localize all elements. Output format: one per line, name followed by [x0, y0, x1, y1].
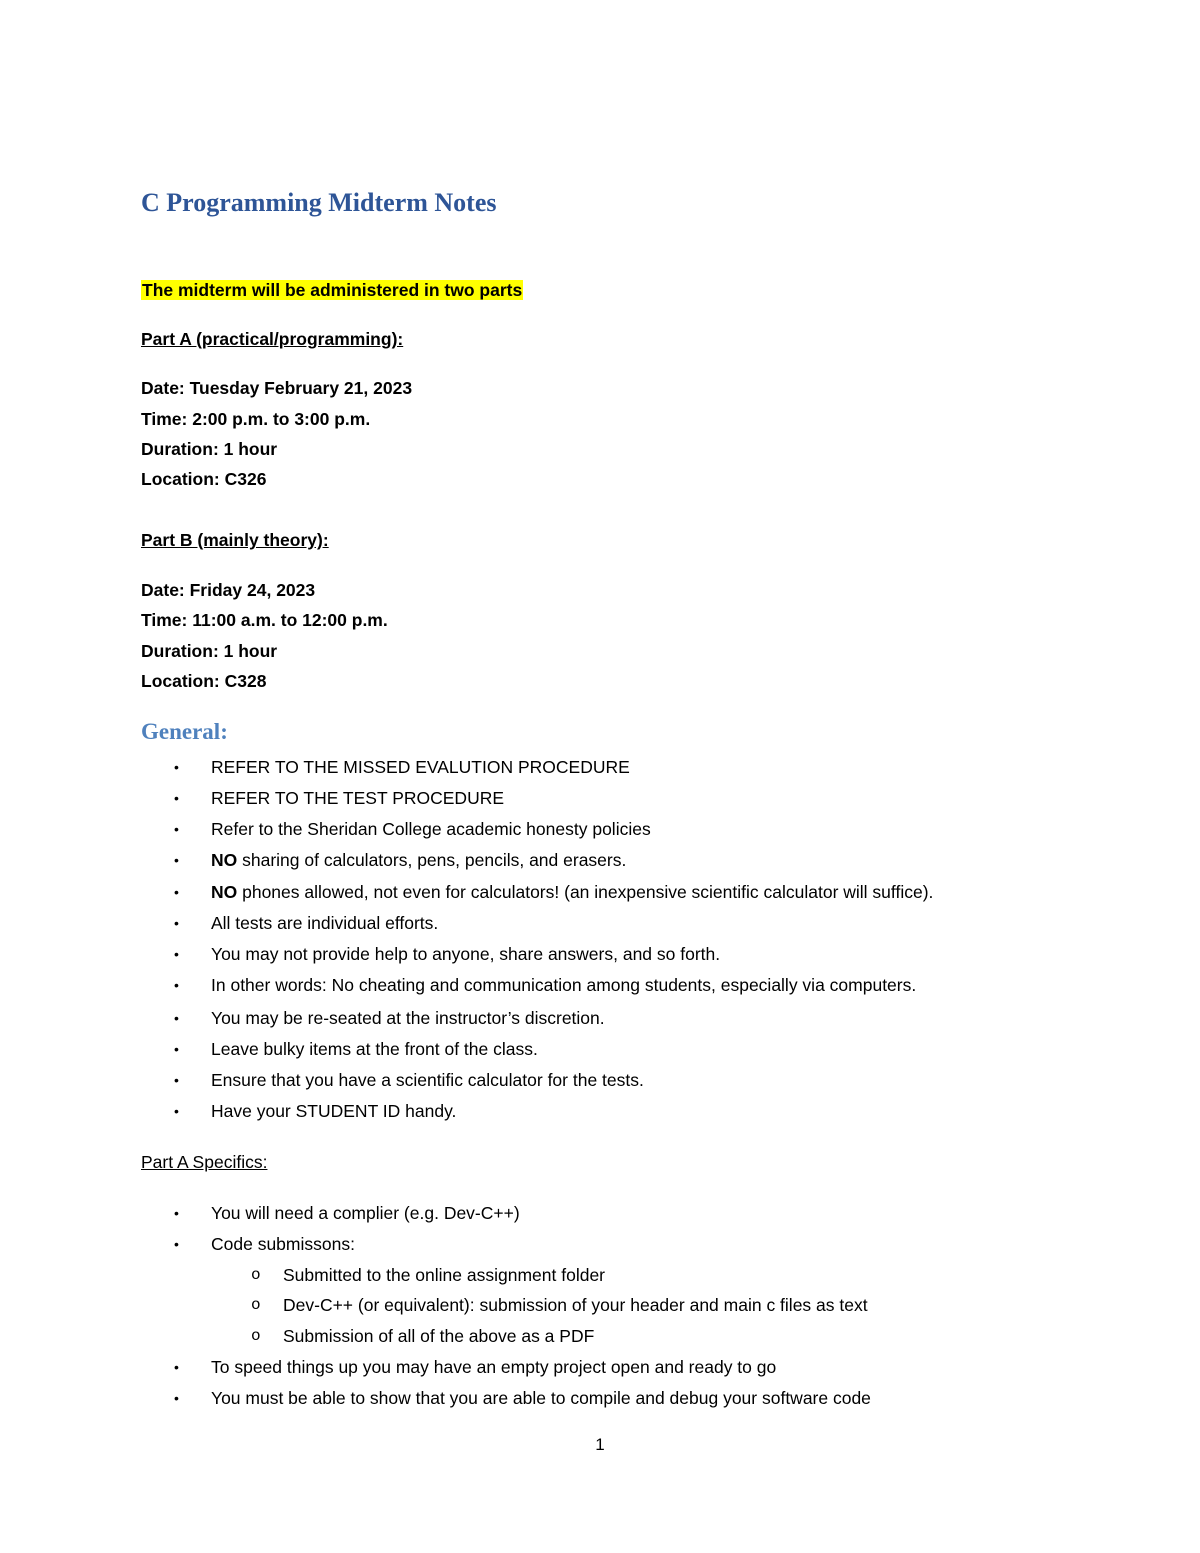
part-b-time: Time: 11:00 a.m. to 12:00 p.m. — [141, 610, 388, 630]
list-item: Have your STUDENT ID handy. — [211, 1101, 457, 1121]
part-a-duration: Duration: 1 hour — [141, 439, 278, 459]
bullet-icon: • — [174, 852, 179, 868]
page-number: 1 — [595, 1435, 605, 1454]
bullet-icon: • — [174, 759, 179, 775]
bullet-icon: • — [174, 1236, 179, 1252]
list-item: REFER TO THE TEST PROCEDURE — [211, 788, 505, 808]
general-heading: General: — [141, 719, 228, 744]
list-item: NO phones allowed, not even for calculators! (an inexpensive scientific calculator will suffice). — [211, 882, 934, 902]
list-item: Code submissons: — [211, 1234, 355, 1254]
sub-list-item: Submission of all of the above as a PDF — [283, 1326, 595, 1346]
list-item: All tests are individual efforts. — [211, 913, 439, 933]
bullet-icon: • — [174, 977, 179, 993]
list-item: To speed things up you may have an empty project open and ready to go — [211, 1357, 777, 1377]
list-item: In other words: No cheating and communication among students, especially via computers. — [211, 975, 917, 995]
sub-list-item: Dev-C++ (or equivalent): submission of your header and main c files as text — [283, 1295, 868, 1315]
bullet-icon: • — [174, 884, 179, 900]
list-item: You will need a complier (e.g. Dev-C++) — [211, 1203, 520, 1223]
bullet-icon: • — [174, 946, 179, 962]
bullet-icon: • — [174, 1103, 179, 1119]
part-a-date: Date: Tuesday February 21, 2023 — [141, 378, 413, 398]
list-item: Leave bulky items at the front of the class. — [211, 1039, 538, 1059]
bullet-icon: • — [174, 1072, 179, 1088]
bullet-icon: • — [174, 821, 179, 837]
part-b-date: Date: Friday 24, 2023 — [141, 580, 316, 600]
list-item: REFER TO THE MISSED EVALUTION PROCEDURE — [211, 757, 630, 777]
list-item: You may not provide help to anyone, share answers, and so forth. — [211, 944, 721, 964]
list-item: Ensure that you have a scientific calculator for the tests. — [211, 1070, 644, 1090]
document-title: C Programming Midterm Notes — [141, 188, 497, 217]
bullet-icon: • — [174, 1359, 179, 1375]
list-item: NO sharing of calculators, pens, pencils, and erasers. — [211, 850, 627, 870]
bullet-icon: • — [174, 1041, 179, 1057]
bullet-icon: • — [174, 790, 179, 806]
intro-line — [141, 279, 523, 301]
intro-highlight: The midterm will be administered in two parts — [142, 280, 523, 300]
bullet-icon: • — [174, 1205, 179, 1221]
part-a-specifics-heading: Part A Specifics: — [141, 1152, 268, 1172]
part-b-duration: Duration: 1 hour — [141, 641, 278, 661]
list-item: You must be able to show that you are able to compile and debug your software code — [211, 1388, 871, 1408]
bullet-icon: • — [174, 1010, 179, 1026]
sub-bullet-icon: o — [251, 1327, 261, 1345]
sub-bullet-icon: o — [251, 1266, 261, 1284]
part-a-location: Location: C326 — [141, 469, 267, 489]
sub-list-item: Submitted to the online assignment folder — [283, 1265, 605, 1285]
bullet-icon: • — [174, 915, 179, 931]
list-item: Refer to the Sheridan College academic honesty policies — [211, 819, 651, 839]
list-item: You may be re-seated at the instructor’s discretion. — [211, 1008, 605, 1028]
part-a-time: Time: 2:00 p.m. to 3:00 p.m. — [141, 409, 371, 429]
bullet-icon: • — [174, 1390, 179, 1406]
part-a-heading: Part A (practical/programming): — [141, 329, 404, 349]
part-b-location: Location: C328 — [141, 671, 267, 691]
part-b-heading: Part B (mainly theory): — [141, 530, 329, 550]
sub-bullet-icon: o — [251, 1296, 261, 1314]
